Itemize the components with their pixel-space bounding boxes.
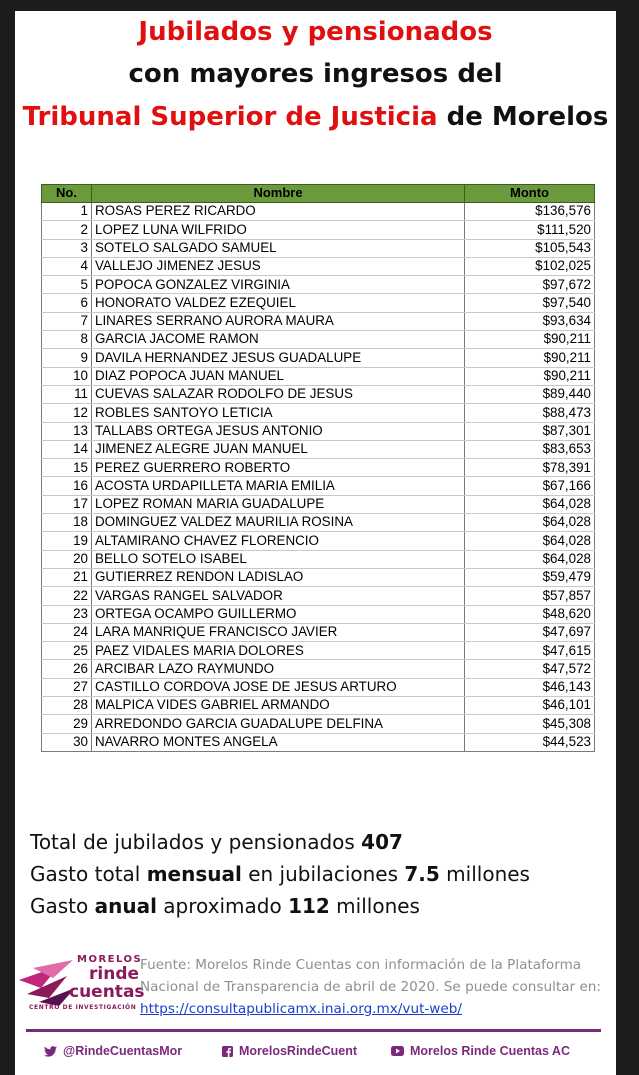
table-row bbox=[42, 715, 595, 733]
row-amount: $59,479 bbox=[465, 568, 595, 586]
table-row bbox=[42, 367, 595, 385]
table-row bbox=[42, 605, 595, 623]
row-number: 18 bbox=[42, 514, 92, 532]
row-number: 3 bbox=[42, 239, 92, 257]
row-number: 12 bbox=[42, 404, 92, 422]
summary-monthly-emph: mensual bbox=[146, 862, 242, 886]
row-amount: $97,540 bbox=[465, 294, 595, 312]
row-amount: $89,440 bbox=[465, 385, 595, 403]
row-number: 20 bbox=[42, 550, 92, 568]
summary-annual-emph: anual bbox=[94, 894, 157, 918]
row-number: 5 bbox=[42, 276, 92, 294]
table-row bbox=[42, 221, 595, 239]
table-row bbox=[42, 385, 595, 403]
row-name: MALPICA VIDES GABRIEL ARMANDO bbox=[92, 697, 465, 715]
facebook-icon bbox=[222, 1046, 233, 1057]
row-number: 6 bbox=[42, 294, 92, 312]
row-number: 2 bbox=[42, 221, 92, 239]
summary-monthly-text-c: en jubilaciones bbox=[241, 862, 405, 886]
row-number: 16 bbox=[42, 477, 92, 495]
table-row bbox=[42, 477, 595, 495]
table-header-row bbox=[42, 185, 595, 203]
row-name: ROBLES SANTOYO LETICIA bbox=[92, 404, 465, 422]
row-name: ACOSTA URDAPILLETA MARIA EMILIA bbox=[92, 477, 465, 495]
row-amount: $88,473 bbox=[465, 404, 595, 422]
title-suffix: de Morelos bbox=[437, 102, 609, 132]
row-name: ALTAMIRANO CHAVEZ FLORENCIO bbox=[92, 532, 465, 550]
row-amount: $48,620 bbox=[465, 605, 595, 623]
footer-divider bbox=[26, 1029, 601, 1032]
row-name: VALLEJO JIMENEZ JESUS bbox=[92, 257, 465, 275]
row-number: 25 bbox=[42, 642, 92, 660]
row-amount: $47,697 bbox=[465, 623, 595, 641]
summary-total-label: Total de jubilados y pensionados bbox=[30, 830, 362, 854]
row-number: 27 bbox=[42, 678, 92, 696]
row-amount: $47,615 bbox=[465, 642, 595, 660]
row-amount: $64,028 bbox=[465, 495, 595, 513]
row-name: LOPEZ ROMAN MARIA GUADALUPE bbox=[92, 495, 465, 513]
row-amount: $64,028 bbox=[465, 532, 595, 550]
row-number: 22 bbox=[42, 587, 92, 605]
logo-line-4: CENTRO DE INVESTIGACIÓN bbox=[29, 1004, 137, 1011]
summary-total bbox=[30, 826, 530, 858]
table-row bbox=[42, 733, 595, 751]
title-highlight: Tribunal Superior de Justicia bbox=[22, 102, 438, 132]
row-name: ROSAS PEREZ RICARDO bbox=[92, 203, 465, 221]
row-name: LOPEZ LUNA WILFRIDO bbox=[92, 221, 465, 239]
title-line-2: con mayores ingresos del bbox=[128, 59, 503, 89]
table-row bbox=[42, 568, 595, 586]
row-name: JIMENEZ ALEGRE JUAN MANUEL bbox=[92, 440, 465, 458]
summary-annual-text-a: Gasto bbox=[30, 894, 95, 918]
row-amount: $45,308 bbox=[465, 715, 595, 733]
infographic-card bbox=[15, 11, 616, 1075]
row-amount: $111,520 bbox=[465, 221, 595, 239]
table-body bbox=[42, 203, 595, 752]
table-row bbox=[42, 660, 595, 678]
table-row bbox=[42, 276, 595, 294]
row-amount: $64,028 bbox=[465, 514, 595, 532]
twitter-icon bbox=[44, 1046, 57, 1057]
row-amount: $78,391 bbox=[465, 459, 595, 477]
row-amount: $90,211 bbox=[465, 331, 595, 349]
summary-monthly-unit: millones bbox=[439, 862, 530, 886]
summary-annual-value: 112 bbox=[288, 894, 330, 918]
table-row bbox=[42, 532, 595, 550]
table-row bbox=[42, 495, 595, 513]
table-row bbox=[42, 203, 595, 221]
row-number: 24 bbox=[42, 623, 92, 641]
row-name: CASTILLO CORDOVA JOSE DE JESUS ARTURO bbox=[92, 678, 465, 696]
youtube-label: Morelos Rinde Cuentas AC bbox=[410, 1044, 570, 1058]
row-number: 15 bbox=[42, 459, 92, 477]
facebook-label: MorelosRindeCuent bbox=[239, 1044, 358, 1058]
youtube-channel[interactable] bbox=[391, 1044, 570, 1058]
summary-monthly bbox=[30, 858, 530, 890]
table-row bbox=[42, 587, 595, 605]
summary-annual-unit: millones bbox=[329, 894, 420, 918]
row-number: 30 bbox=[42, 733, 92, 751]
row-number: 4 bbox=[42, 257, 92, 275]
table-row bbox=[42, 349, 595, 367]
source-note bbox=[140, 954, 610, 1020]
summary-annual-text-c: aproximado bbox=[156, 894, 289, 918]
table-row bbox=[42, 294, 595, 312]
row-name: ORTEGA OCAMPO GUILLERMO bbox=[92, 605, 465, 623]
row-number: 9 bbox=[42, 349, 92, 367]
youtube-icon bbox=[391, 1046, 404, 1056]
table-row bbox=[42, 257, 595, 275]
row-number: 23 bbox=[42, 605, 92, 623]
source-text: Fuente: Morelos Rinde Cuentas con información de la Plataforma Nacional de Transparencia de abril de 2020. Se puede consultar en: bbox=[140, 957, 602, 995]
summary-block bbox=[30, 826, 530, 922]
row-name: LINARES SERRANO AURORA MAURA bbox=[92, 312, 465, 330]
row-name: VARGAS RANGEL SALVADOR bbox=[92, 587, 465, 605]
row-name: DIAZ POPOCA JUAN MANUEL bbox=[92, 367, 465, 385]
row-name: DOMINGUEZ VALDEZ MAURILIA ROSINA bbox=[92, 514, 465, 532]
column-header-monto: Monto bbox=[465, 185, 595, 203]
row-number: 8 bbox=[42, 331, 92, 349]
row-name: PEREZ GUERRERO ROBERTO bbox=[92, 459, 465, 477]
row-name: GARCIA JACOME RAMON bbox=[92, 331, 465, 349]
table-row bbox=[42, 623, 595, 641]
row-name: BELLO SOTELO ISABEL bbox=[92, 550, 465, 568]
row-amount: $44,523 bbox=[465, 733, 595, 751]
row-number: 29 bbox=[42, 715, 92, 733]
row-number: 10 bbox=[42, 367, 92, 385]
row-amount: $93,634 bbox=[465, 312, 595, 330]
row-name: PAEZ VIDALES MARIA DOLORES bbox=[92, 642, 465, 660]
table-row bbox=[42, 239, 595, 257]
logo-line-2: rinde bbox=[89, 964, 140, 984]
twitter-label: @RindeCuentasMor bbox=[63, 1044, 183, 1058]
table-row bbox=[42, 697, 595, 715]
row-number: 26 bbox=[42, 660, 92, 678]
row-name: ARCIBAR LAZO RAYMUNDO bbox=[92, 660, 465, 678]
summary-total-value: 407 bbox=[361, 830, 403, 854]
row-name: HONORATO VALDEZ EZEQUIEL bbox=[92, 294, 465, 312]
row-number: 7 bbox=[42, 312, 92, 330]
row-number: 28 bbox=[42, 697, 92, 715]
row-name: POPOCA GONZALEZ VIRGINIA bbox=[92, 276, 465, 294]
table-row bbox=[42, 514, 595, 532]
table-row bbox=[42, 440, 595, 458]
row-name: NAVARRO MONTES ANGELA bbox=[92, 733, 465, 751]
row-amount: $46,101 bbox=[465, 697, 595, 715]
table-row bbox=[42, 331, 595, 349]
row-amount: $97,672 bbox=[465, 276, 595, 294]
row-amount: $46,143 bbox=[465, 678, 595, 696]
table-row bbox=[42, 312, 595, 330]
title-line-3 bbox=[15, 100, 616, 134]
table-row bbox=[42, 422, 595, 440]
twitter-handle[interactable] bbox=[44, 1044, 182, 1058]
row-number: 11 bbox=[42, 385, 92, 403]
table-row bbox=[42, 459, 595, 477]
row-amount: $136,576 bbox=[465, 203, 595, 221]
row-name: CUEVAS SALAZAR RODOLFO DE JESUS bbox=[92, 385, 465, 403]
pension-table bbox=[41, 184, 595, 752]
row-name: TALLABS ORTEGA JESUS ANTONIO bbox=[92, 422, 465, 440]
column-header-no: No. bbox=[42, 185, 92, 203]
row-amount: $47,572 bbox=[465, 660, 595, 678]
column-header-nombre: Nombre bbox=[92, 185, 465, 203]
row-amount: $57,857 bbox=[465, 587, 595, 605]
title-line-1: Jubilados y pensionados bbox=[138, 17, 493, 47]
row-number: 14 bbox=[42, 440, 92, 458]
row-amount: $83,653 bbox=[465, 440, 595, 458]
table-row bbox=[42, 678, 595, 696]
row-name: ARREDONDO GARCIA GUADALUPE DELFINA bbox=[92, 715, 465, 733]
table-row bbox=[42, 642, 595, 660]
logo-line-3: cuentas bbox=[69, 982, 145, 1002]
row-amount: $102,025 bbox=[465, 257, 595, 275]
row-amount: $105,543 bbox=[465, 239, 595, 257]
row-amount: $87,301 bbox=[465, 422, 595, 440]
morelos-rinde-cuentas-logo bbox=[19, 954, 143, 1016]
row-number: 19 bbox=[42, 532, 92, 550]
row-name: GUTIERREZ RENDON LADISLAO bbox=[92, 568, 465, 586]
row-amount: $67,166 bbox=[465, 477, 595, 495]
source-link[interactable]: https://consultapublicamx.inai.org.mx/vut-web/ bbox=[140, 1001, 462, 1017]
table-row bbox=[42, 550, 595, 568]
row-name: LARA MANRIQUE FRANCISCO JAVIER bbox=[92, 623, 465, 641]
facebook-page[interactable] bbox=[222, 1044, 357, 1058]
row-number: 17 bbox=[42, 495, 92, 513]
row-number: 13 bbox=[42, 422, 92, 440]
summary-monthly-value: 7.5 bbox=[404, 862, 440, 886]
row-number: 1 bbox=[42, 203, 92, 221]
row-number: 21 bbox=[42, 568, 92, 586]
logo-line-1: MORELOS bbox=[77, 954, 143, 965]
summary-monthly-text-a: Gasto total bbox=[30, 862, 147, 886]
summary-annual bbox=[30, 890, 530, 922]
row-amount: $90,211 bbox=[465, 349, 595, 367]
row-name: DAVILA HERNANDEZ JESUS GUADALUPE bbox=[92, 349, 465, 367]
row-amount: $64,028 bbox=[465, 550, 595, 568]
table-row bbox=[42, 404, 595, 422]
row-amount: $90,211 bbox=[465, 367, 595, 385]
row-name: SOTELO SALGADO SAMUEL bbox=[92, 239, 465, 257]
